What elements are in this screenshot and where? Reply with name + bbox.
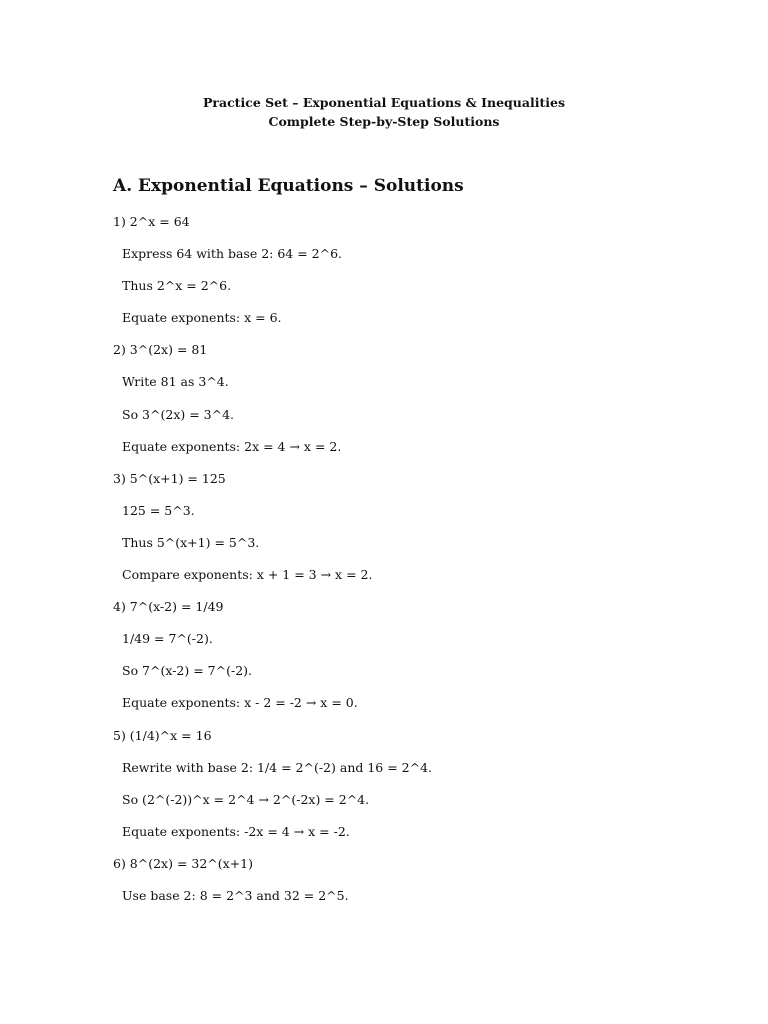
problem-statement: 2) 3^(2x) = 81 <box>113 342 208 358</box>
solution-step: So 7^(x-2) = 7^(-2). <box>122 663 252 679</box>
solution-step: Equate exponents: x = 6. <box>122 310 282 326</box>
problem-statement: 6) 8^(2x) = 32^(x+1) <box>113 855 254 871</box>
section-heading: A. Exponential Equations – Solutions <box>113 176 464 196</box>
document-subtitle: Complete Step-by-Step Solutions <box>268 114 500 129</box>
solution-step: Thus 5^(x+1) = 5^3. <box>122 534 260 550</box>
problem-statement: 5) (1/4)^x = 16 <box>113 727 212 743</box>
solution-step: Equate exponents: 2x = 4 → x = 2. <box>122 438 342 454</box>
solution-step: Rewrite with base 2: 1/4 = 2^(-2) and 16 = 2^4. <box>122 759 433 775</box>
problem-statement: 1) 2^x = 64 <box>113 214 190 229</box>
solution-step: 1/49 = 7^(-2). <box>122 631 213 647</box>
solutions-list <box>113 212 733 918</box>
solution-step: So (2^(-2))^x = 2^4 → 2^(-2x) = 2^4. <box>122 791 370 807</box>
problem-statement: 4) 7^(x-2) = 1/49 <box>113 599 224 615</box>
solution-step: So 3^(2x) = 3^4. <box>122 406 235 422</box>
solution-step: Equate exponents: -2x = 4 → x = -2. <box>122 823 350 839</box>
document-title: Practice Set – Exponential Equations & Inequalities <box>202 95 565 110</box>
solution-step: Write 81 as 3^4. <box>122 374 229 390</box>
solution-step: Compare exponents: x + 1 = 3 → x = 2. <box>122 567 373 583</box>
solution-step: Express 64 with base 2: 64 = 2^6. <box>122 246 343 262</box>
problem-statement: 3) 5^(x+1) = 125 <box>113 470 226 486</box>
solution-step: Equate exponents: x - 2 = -2 → x = 0. <box>122 695 358 711</box>
document-header <box>0 93 768 131</box>
solution-step: Use base 2: 8 = 2^3 and 32 = 2^5. <box>122 887 349 903</box>
solution-step: 125 = 5^3. <box>122 502 195 518</box>
solution-step: Thus 2^x = 2^6. <box>122 278 232 294</box>
